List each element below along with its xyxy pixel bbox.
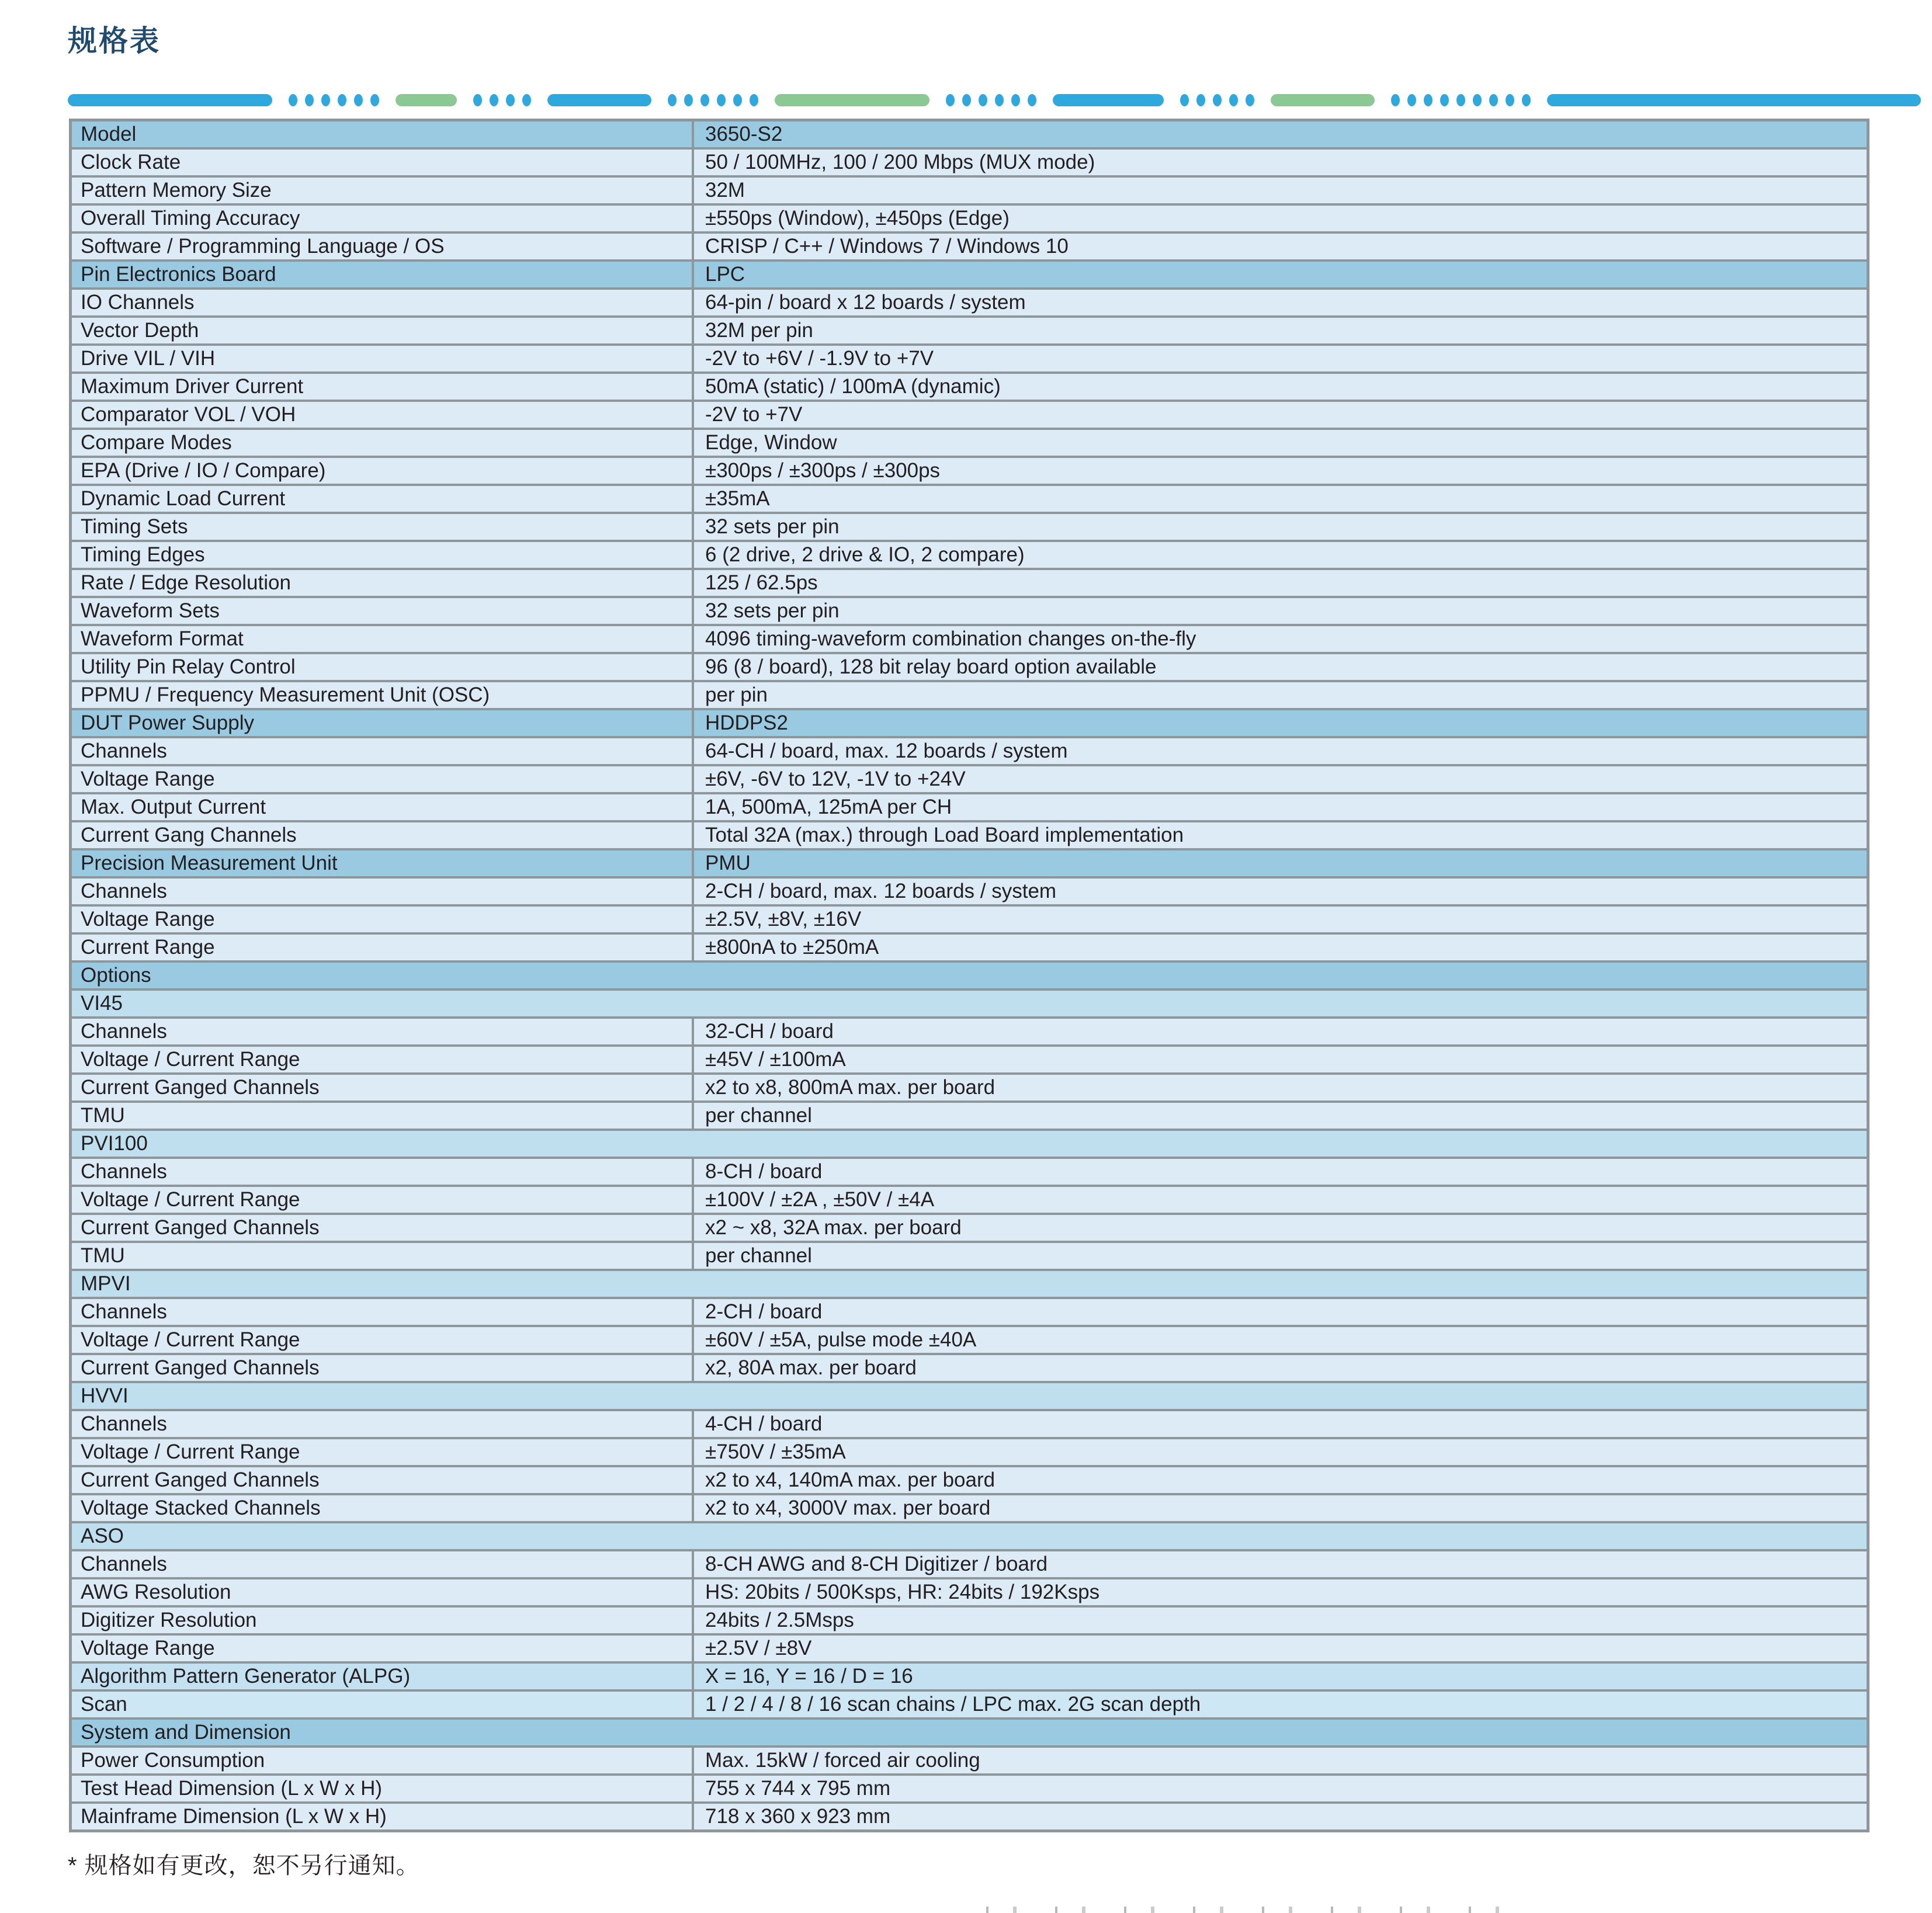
divider-dot-blue <box>700 94 709 106</box>
section-header-row <box>72 708 1867 736</box>
section-header-row <box>72 960 1867 988</box>
row-label: Maximum Driver Current <box>72 374 692 400</box>
row-label: Precision Measurement Unit <box>72 850 692 876</box>
row-label: Current Ganged Channels <box>72 1467 692 1493</box>
row-label: Digitizer Resolution <box>72 1608 692 1633</box>
cut-off-text-artifact <box>986 1907 1535 1913</box>
spec-row <box>72 1493 1867 1521</box>
row-label: Dynamic Load Current <box>72 486 692 512</box>
spec-row <box>72 652 1867 680</box>
row-value: 2-CH / board, max. 12 boards / system <box>692 879 1867 904</box>
divider-dot-blue <box>684 94 693 106</box>
subsection-header-row <box>72 1129 1867 1157</box>
spec-row <box>72 932 1867 960</box>
divider-dot-blue <box>289 94 297 106</box>
row-label: PPMU / Frequency Measurement Unit (OSC) <box>72 682 692 708</box>
row-value: 32 sets per pin <box>692 514 1867 540</box>
spec-row <box>72 596 1867 624</box>
row-value: Max. 15kW / forced air cooling <box>692 1748 1867 1773</box>
divider-bar-blue <box>68 94 272 106</box>
row-value: 125 / 62.5ps <box>692 570 1867 596</box>
spec-change-footnote: * 规格如有更改，恕不另行通知。 <box>68 1853 420 1879</box>
row-label: Waveform Format <box>72 626 692 652</box>
row-label: Pattern Memory Size <box>72 178 692 203</box>
row-value: 4-CH / board <box>692 1411 1867 1437</box>
row-value: 64-CH / board, max. 12 boards / system <box>692 738 1867 764</box>
row-label: HVVI <box>72 1383 1867 1409</box>
spec-row <box>72 315 1867 343</box>
divider-dot-blue <box>995 94 1004 106</box>
row-label: AWG Resolution <box>72 1579 692 1605</box>
divider-bar-blue <box>1547 94 1921 106</box>
divider-dot-blue <box>962 94 971 106</box>
row-label: Voltage Stacked Channels <box>72 1495 692 1521</box>
spec-row <box>72 1549 1867 1577</box>
row-label: Current Ganged Channels <box>72 1075 692 1100</box>
divider-bar-blue <box>547 94 651 106</box>
row-label: Voltage Range <box>72 907 692 932</box>
spec-row <box>72 372 1867 400</box>
row-value: x2 ~ x8, 32A max. per board <box>692 1215 1867 1241</box>
spec-row <box>72 1437 1867 1465</box>
divider-dot-blue <box>1407 94 1416 106</box>
divider-dot-blue <box>717 94 726 106</box>
divider-dot-blue <box>473 94 482 106</box>
spec-row <box>72 512 1867 540</box>
divider-dot-blue <box>490 94 498 106</box>
row-label: Channels <box>72 1019 692 1044</box>
spec-row <box>72 287 1867 315</box>
row-label: Max. Output Current <box>72 794 692 820</box>
row-label: Test Head Dimension (L x W x H) <box>72 1776 692 1801</box>
spec-row <box>72 764 1867 792</box>
spec-row <box>72 680 1867 708</box>
subsection-header-row <box>72 1381 1867 1409</box>
row-label: Algorithm Pattern Generator (ALPG) <box>72 1664 692 1689</box>
spec-row <box>72 568 1867 596</box>
spec-row <box>72 203 1867 231</box>
row-value: 1 / 2 / 4 / 8 / 16 scan chains / LPC max. 2G scan depth <box>692 1692 1867 1717</box>
row-label: Drive VIL / VIH <box>72 346 692 372</box>
divider-dot-blue <box>1180 94 1189 106</box>
spec-row <box>72 1100 1867 1129</box>
spec-row <box>72 1605 1867 1633</box>
row-value: x2 to x8, 800mA max. per board <box>692 1075 1867 1100</box>
divider-dot-blue <box>321 94 330 106</box>
spec-row <box>72 231 1867 259</box>
row-value: per pin <box>692 682 1867 708</box>
divider-dot-blue <box>979 94 987 106</box>
spec-row <box>72 1157 1867 1185</box>
divider-bar-green <box>396 94 457 106</box>
row-label: Current Range <box>72 935 692 960</box>
subsection-header-row <box>72 1521 1867 1549</box>
divider-dot-blue <box>1246 94 1254 106</box>
row-label: Rate / Edge Resolution <box>72 570 692 596</box>
row-label: Overall Timing Accuracy <box>72 206 692 231</box>
row-label: Timing Edges <box>72 542 692 568</box>
row-label: Channels <box>72 1411 692 1437</box>
row-value: per channel <box>692 1103 1867 1129</box>
row-value: x2 to x4, 140mA max. per board <box>692 1467 1867 1493</box>
spec-row <box>72 343 1867 372</box>
divider-dot-blue <box>1424 94 1432 106</box>
row-label: Channels <box>72 879 692 904</box>
row-label: Comparator VOL / VOH <box>72 402 692 428</box>
row-value: 64-pin / board x 12 boards / system <box>692 290 1867 315</box>
row-value: 32 sets per pin <box>692 598 1867 624</box>
row-label: VI45 <box>72 991 1867 1016</box>
row-label: Mainframe Dimension (L x W x H) <box>72 1804 692 1829</box>
subsection-header-row <box>72 988 1867 1016</box>
divider-dot-blue <box>1506 94 1514 106</box>
spec-row <box>72 1661 1867 1689</box>
row-label: Voltage Range <box>72 1636 692 1661</box>
row-label: Current Ganged Channels <box>72 1355 692 1381</box>
row-value: 24bits / 2.5Msps <box>692 1608 1867 1633</box>
spec-table <box>69 119 1869 1832</box>
title-divider-decoration <box>68 92 1837 107</box>
spec-row <box>72 428 1867 456</box>
divider-dot-blue <box>1522 94 1531 106</box>
row-label: Options <box>72 963 1867 988</box>
section-header-row <box>72 121 1867 147</box>
row-value: CRISP / C++ / Windows 7 / Windows 10 <box>692 234 1867 259</box>
spec-row <box>72 456 1867 484</box>
row-label: Channels <box>72 738 692 764</box>
row-value: ±800nA to ±250mA <box>692 935 1867 960</box>
row-value: 50mA (static) / 100mA (dynamic) <box>692 374 1867 400</box>
row-label: Waveform Sets <box>72 598 692 624</box>
row-label: ASO <box>72 1523 1867 1549</box>
row-value: 2-CH / board <box>692 1299 1867 1325</box>
subsection-header-row <box>72 1269 1867 1297</box>
spec-row <box>72 1241 1867 1269</box>
row-label: PVI100 <box>72 1131 1867 1157</box>
divider-dot-blue <box>1028 94 1036 106</box>
row-value: ±2.5V, ±8V, ±16V <box>692 907 1867 932</box>
row-value: HS: 20bits / 500Ksps, HR: 24bits / 192Ksps <box>692 1579 1867 1605</box>
row-value: ±2.5V / ±8V <box>692 1636 1867 1661</box>
divider-bar-green <box>1271 94 1375 106</box>
row-value: 3650-S2 <box>692 121 1867 147</box>
divider-dot-blue <box>946 94 955 106</box>
row-label: Utility Pin Relay Control <box>72 654 692 680</box>
divider-dot-blue <box>354 94 363 106</box>
row-value: 8-CH AWG and 8-CH Digitizer / board <box>692 1551 1867 1577</box>
divider-bar-blue <box>1053 94 1164 106</box>
row-value: -2V to +7V <box>692 402 1867 428</box>
spec-row <box>72 736 1867 764</box>
divider-dot-blue <box>733 94 742 106</box>
row-value: 32M <box>692 178 1867 203</box>
row-value: 32-CH / board <box>692 1019 1867 1044</box>
row-label: Channels <box>72 1551 692 1577</box>
row-value: 32M per pin <box>692 318 1867 343</box>
spec-row <box>72 820 1867 848</box>
divider-dot-blue <box>338 94 346 106</box>
row-label: Scan <box>72 1692 692 1717</box>
row-label: TMU <box>72 1103 692 1129</box>
divider-dot-blue <box>750 94 758 106</box>
row-value: ±60V / ±5A, pulse mode ±40A <box>692 1327 1867 1353</box>
row-value: X = 16, Y = 16 / D = 16 <box>692 1664 1867 1689</box>
divider-dot-blue <box>1473 94 1482 106</box>
row-value: ±750V / ±35mA <box>692 1439 1867 1465</box>
row-label: Power Consumption <box>72 1748 692 1773</box>
row-label: Voltage Range <box>72 766 692 792</box>
divider-dot-blue <box>668 94 677 106</box>
row-value: HDDPS2 <box>692 710 1867 736</box>
row-value: 50 / 100MHz, 100 / 200 Mbps (MUX mode) <box>692 150 1867 175</box>
row-label: Voltage / Current Range <box>72 1047 692 1072</box>
section-header-row <box>72 848 1867 876</box>
spec-row <box>72 1185 1867 1213</box>
spec-row <box>72 1072 1867 1100</box>
row-value: ±35mA <box>692 486 1867 512</box>
row-label: Vector Depth <box>72 318 692 343</box>
spec-row <box>72 540 1867 568</box>
row-label: Timing Sets <box>72 514 692 540</box>
spec-row <box>72 1773 1867 1801</box>
row-value: 96 (8 / board), 128 bit relay board option available <box>692 654 1867 680</box>
row-value: PMU <box>692 850 1867 876</box>
spec-row <box>72 1689 1867 1717</box>
row-label: Voltage / Current Range <box>72 1327 692 1353</box>
divider-bar-green <box>775 94 929 106</box>
row-label: Current Ganged Channels <box>72 1215 692 1241</box>
divider-dot-blue <box>506 94 515 106</box>
spec-row <box>72 792 1867 820</box>
row-value: 6 (2 drive, 2 drive & IO, 2 compare) <box>692 542 1867 568</box>
row-value: x2 to x4, 3000V max. per board <box>692 1495 1867 1521</box>
row-label: Pin Electronics Board <box>72 262 692 287</box>
row-value: ±300ps / ±300ps / ±300ps <box>692 458 1867 484</box>
row-label: Voltage / Current Range <box>72 1187 692 1213</box>
spec-row <box>72 1465 1867 1493</box>
row-label: Voltage / Current Range <box>72 1439 692 1465</box>
row-label: DUT Power Supply <box>72 710 692 736</box>
row-value: Total 32A (max.) through Load Board implementation <box>692 822 1867 848</box>
page-title: 规格表 <box>68 25 161 57</box>
section-header-row <box>72 1717 1867 1745</box>
row-value: ±6V, -6V to 12V, -1V to +24V <box>692 766 1867 792</box>
spec-row <box>72 1745 1867 1773</box>
row-label: Clock Rate <box>72 150 692 175</box>
row-value: x2, 80A max. per board <box>692 1355 1867 1381</box>
row-value: 4096 timing-waveform combination changes on-the-fly <box>692 626 1867 652</box>
divider-dot-blue <box>1196 94 1205 106</box>
spec-row <box>72 400 1867 428</box>
row-value: -2V to +6V / -1.9V to +7V <box>692 346 1867 372</box>
spec-row <box>72 147 1867 175</box>
row-label: Software / Programming Language / OS <box>72 234 692 259</box>
row-value: ±550ps (Window), ±450ps (Edge) <box>692 206 1867 231</box>
row-label: Model <box>72 121 692 147</box>
row-label: IO Channels <box>72 290 692 315</box>
divider-dot-blue <box>1440 94 1449 106</box>
spec-row <box>72 1409 1867 1437</box>
row-value: 718 x 360 x 923 mm <box>692 1804 1867 1829</box>
section-header-row <box>72 259 1867 287</box>
divider-dot-blue <box>370 94 379 106</box>
spec-row <box>72 1801 1867 1829</box>
row-label: Channels <box>72 1159 692 1185</box>
divider-dot-blue <box>1456 94 1465 106</box>
spec-row <box>72 1353 1867 1381</box>
row-label: Compare Modes <box>72 430 692 456</box>
row-label: Channels <box>72 1299 692 1325</box>
divider-dot-blue <box>1011 94 1020 106</box>
row-value: per channel <box>692 1243 1867 1269</box>
spec-row <box>72 1297 1867 1325</box>
spec-row <box>72 484 1867 512</box>
spec-row <box>72 1213 1867 1241</box>
spec-row <box>72 1577 1867 1605</box>
spec-row <box>72 175 1867 203</box>
spec-row <box>72 904 1867 932</box>
row-label: Current Gang Channels <box>72 822 692 848</box>
divider-dot-blue <box>305 94 314 106</box>
row-value: 8-CH / board <box>692 1159 1867 1185</box>
row-label: EPA (Drive / IO / Compare) <box>72 458 692 484</box>
row-value: 755 x 744 x 795 mm <box>692 1776 1867 1801</box>
spec-row <box>72 1016 1867 1044</box>
divider-dot-blue <box>1489 94 1498 106</box>
row-value: ±100V / ±2A , ±50V / ±4A <box>692 1187 1867 1213</box>
row-value: Edge, Window <box>692 430 1867 456</box>
row-value: LPC <box>692 262 1867 287</box>
spec-row <box>72 876 1867 904</box>
divider-dot-blue <box>1391 94 1400 106</box>
row-label: System and Dimension <box>72 1720 1867 1745</box>
spec-row <box>72 1044 1867 1072</box>
row-value: ±45V / ±100mA <box>692 1047 1867 1072</box>
divider-dot-blue <box>1229 94 1238 106</box>
spec-row <box>72 624 1867 652</box>
divider-dot-blue <box>1213 94 1222 106</box>
spec-row <box>72 1325 1867 1353</box>
row-label: MPVI <box>72 1271 1867 1297</box>
row-value: 1A, 500mA, 125mA per CH <box>692 794 1867 820</box>
row-label: TMU <box>72 1243 692 1269</box>
spec-row <box>72 1633 1867 1661</box>
divider-dot-blue <box>522 94 531 106</box>
